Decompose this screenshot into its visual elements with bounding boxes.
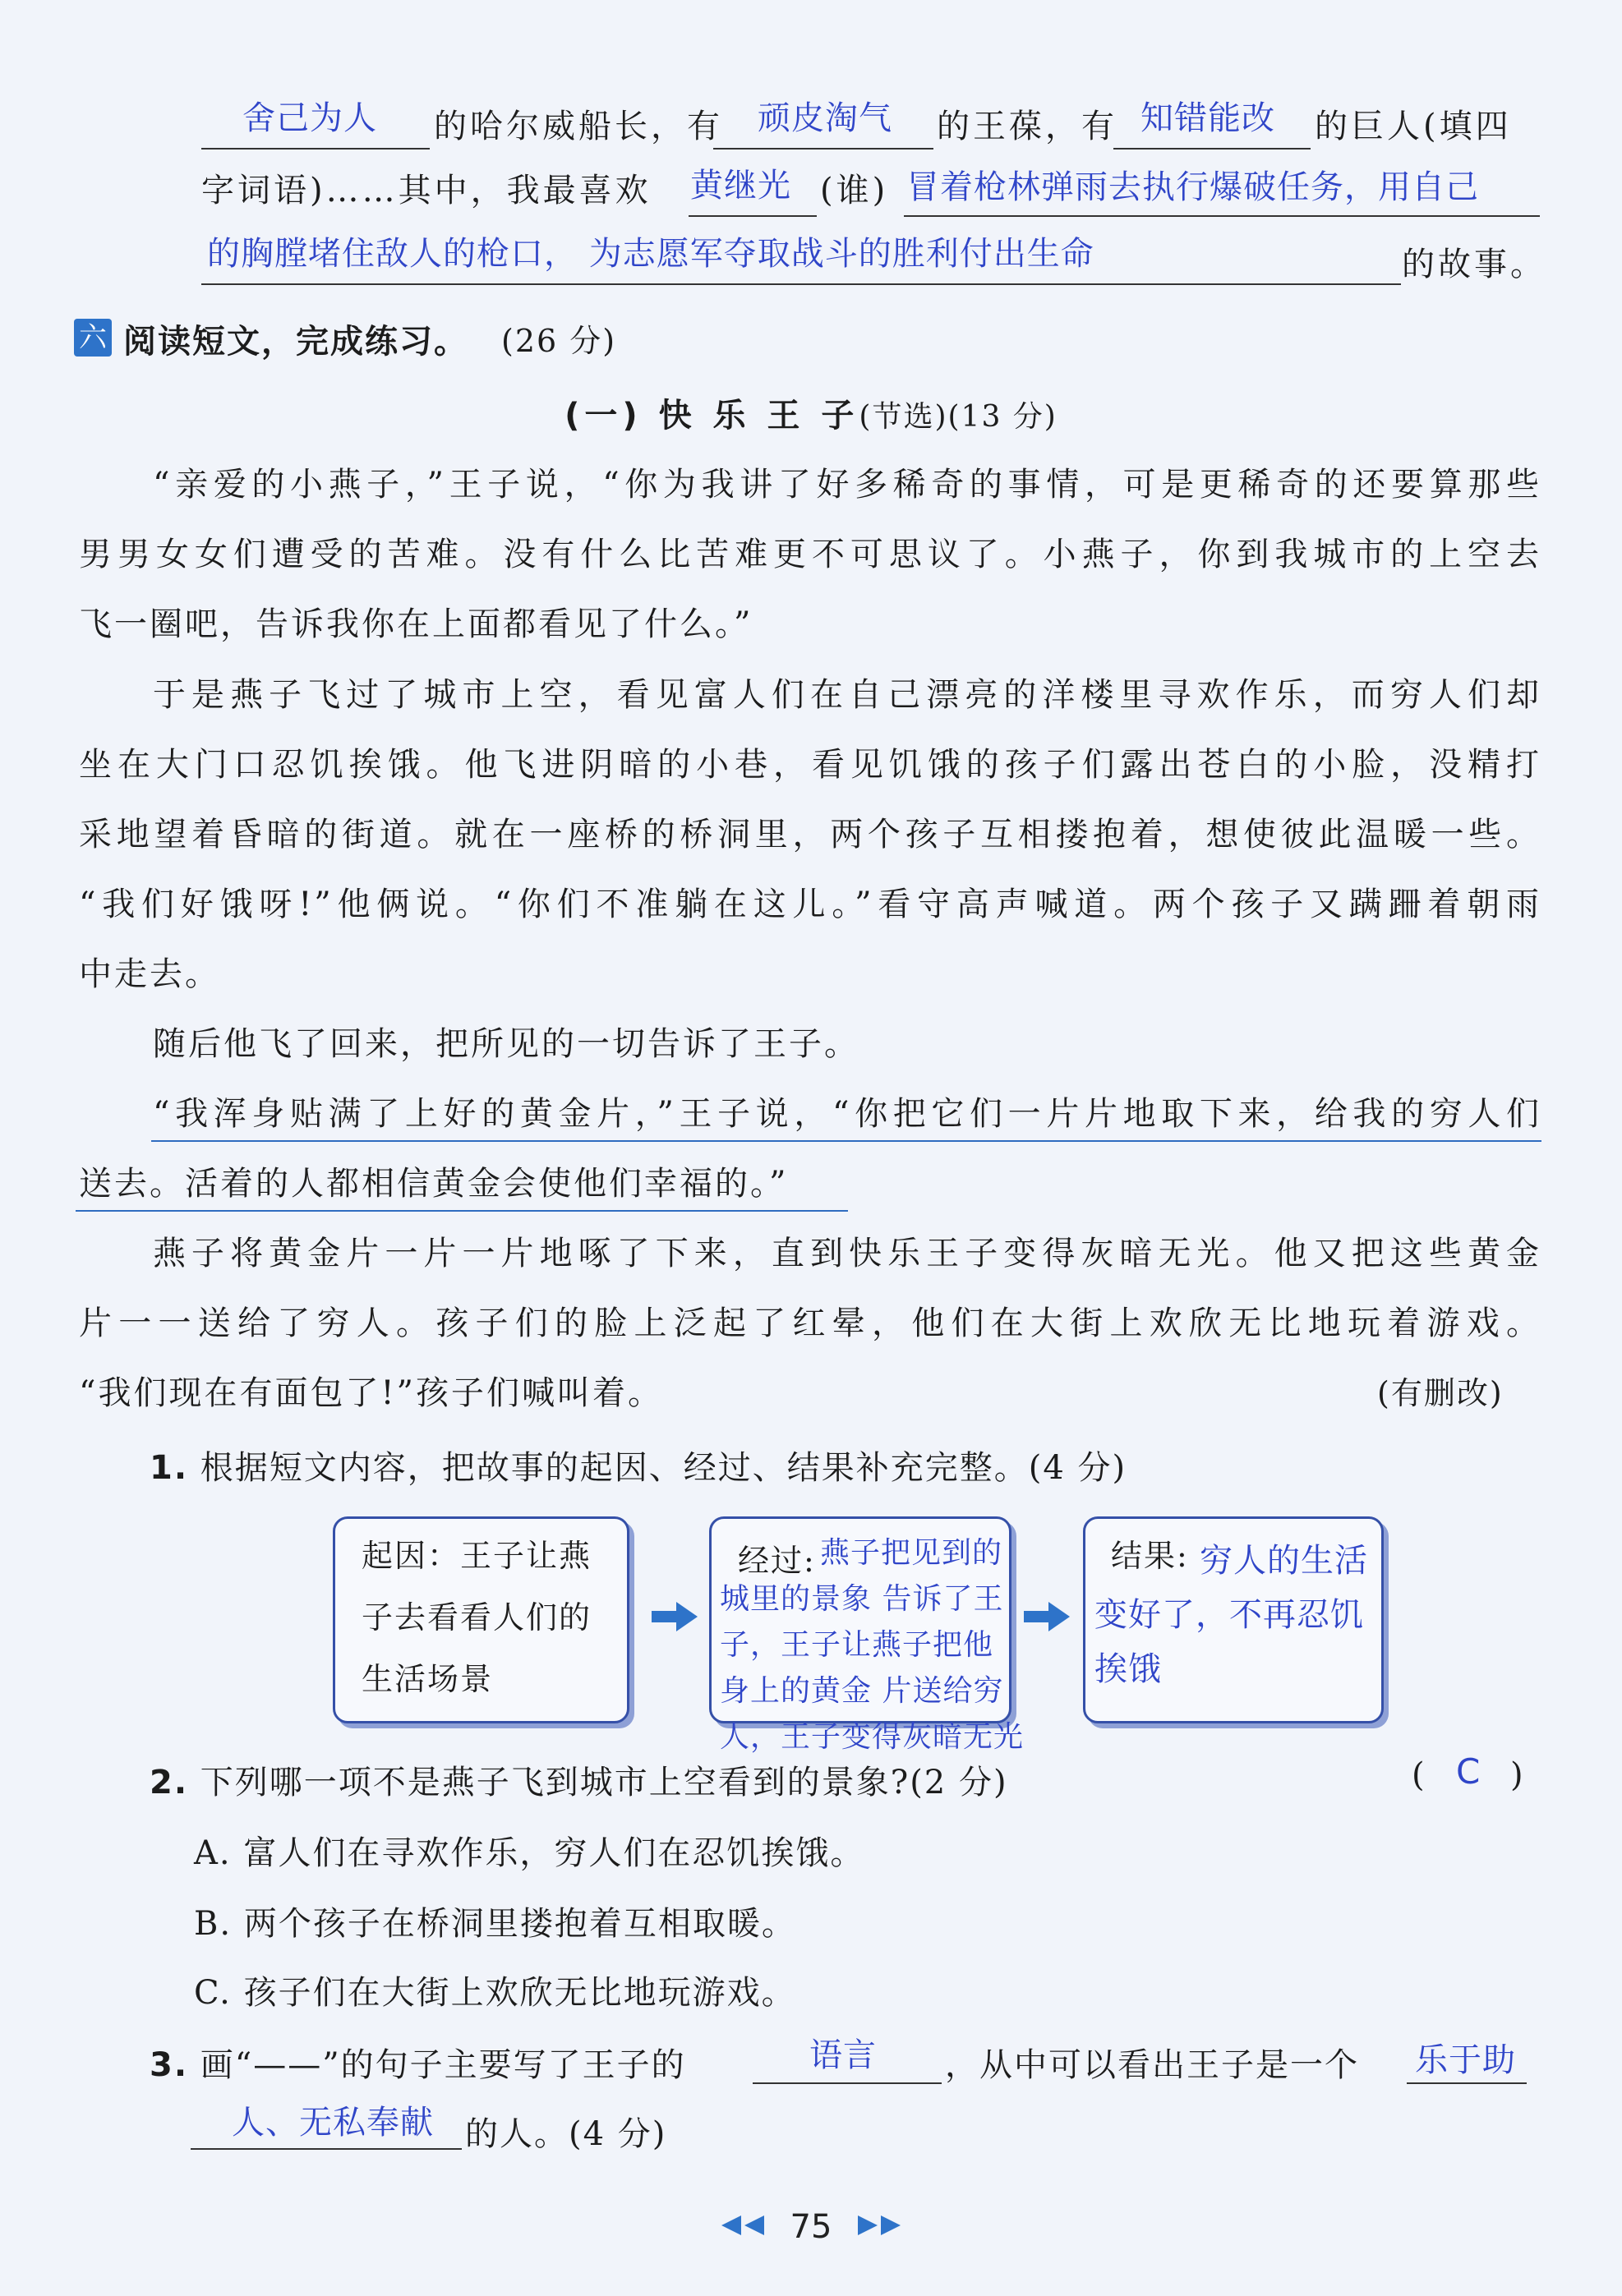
question-number: 2.	[150, 1764, 189, 1801]
handwritten-answer-3: 知错能改	[1140, 99, 1275, 137]
process-handwriting: 燕子把见到的	[820, 1536, 1003, 1570]
passage-line: 随后他飞了回来，把所见的一切告诉了王子。	[153, 1025, 859, 1063]
passage-line: 飞一圈吧，告诉我你在上面都看见了什么。”	[79, 605, 753, 643]
handwritten-answer-q3-3: 人、无私奉献	[232, 2104, 434, 2142]
section-title: 阅读短文，完成练习。	[123, 323, 468, 361]
fill-text: 的王葆，有	[937, 108, 1117, 145]
section-badge: 六	[74, 319, 112, 357]
passage-line-underlined: 送去。活着的人都相信黄金会使他们幸福的。”	[79, 1165, 789, 1203]
prev-arrow-icon	[721, 2213, 771, 2241]
handwritten-answer-q3-2: 乐于助	[1415, 2041, 1516, 2079]
option-c[interactable]: C. 孩子们在大街上欢欣无比地玩游戏。	[194, 1974, 796, 2012]
passage-line: 片一一送给了穷人。孩子们的脸上泛起了红晕，他们在大街上欢欣无比地玩着游戏。	[79, 1304, 1541, 1342]
fill-text: 的巨人(填四	[1315, 108, 1512, 145]
result-handwriting: 穷人的生活	[1200, 1542, 1368, 1580]
process-handwriting: 人，王子变得灰暗无光	[720, 1720, 1025, 1754]
passage-line: 采地望着昏暗的街道。就在一座桥的桥洞里，两个孩子互相搂抱着，想使彼此温暖一些。	[79, 816, 1541, 854]
process-handwriting: 子，王子让燕子把他	[720, 1628, 994, 1662]
question-text: 根据短文内容，把故事的起因、经过、结果补充完整。(4 分)	[200, 1449, 1127, 1487]
passage-line: “我们现在有面包了!”孩子们喊叫着。	[79, 1374, 663, 1412]
cause-line: 子去看看人们的	[362, 1599, 592, 1636]
question-3	[150, 2039, 686, 2086]
blank-6[interactable]	[201, 283, 1401, 285]
arrow-right-icon	[652, 1602, 698, 1631]
handwritten-answer-4: 黄继光	[690, 167, 791, 205]
passage-title-row	[0, 389, 1622, 436]
arrow-right-icon	[1024, 1602, 1070, 1631]
passage-line: 坐在大门口忍饥挨饿。他飞进阴暗的小巷，看见饥饿的孩子们露出苍白的小脸，没精打	[79, 746, 1541, 784]
result-label: 结果:	[1111, 1538, 1189, 1574]
section-score: (26 分)	[501, 323, 617, 359]
blank-q3-1[interactable]	[753, 2082, 942, 2084]
passage-line: “我们好饿呀!”他俩说。“你们不准躺在这儿。”看守高声喊道。两个孩子又蹒跚着朝雨	[79, 886, 1541, 923]
next-arrow-icon	[851, 2213, 901, 2241]
blank-3[interactable]	[1113, 148, 1311, 150]
fill-text: (谁)	[820, 172, 889, 209]
passage-line: 燕子将黄金片一片一片地啄了下来，直到快乐王子变得灰暗无光。他又把这些黄金	[153, 1235, 1541, 1272]
fill-text: 字词语)……其中，我最喜欢	[201, 172, 652, 209]
handwritten-answer-5a: 冒着枪林弹雨去执行爆破任务，用自己	[906, 168, 1479, 206]
page-number: 75	[790, 2208, 832, 2246]
handwritten-answer-5b: 的胸膛堵住敌人的枪口， 为志愿军夺取战斗的胜利付出生命	[207, 235, 1094, 273]
passage-title-note: (节选)(13 分)	[859, 400, 1058, 434]
passage-line: 于是燕子飞过了城市上空，看见富人们在自己漂亮的洋楼里寻欢作乐，而穷人们却	[153, 676, 1541, 714]
fill-text: 的哈尔威船长，有	[434, 108, 723, 145]
passage-source: (有删改)	[1377, 1375, 1504, 1411]
question-number: 3.	[150, 2046, 189, 2084]
option-a[interactable]: A. 富人们在寻欢作乐，穷人们在忍饥挨饿。	[194, 1834, 865, 1872]
answer-paren-open: (	[1412, 1756, 1425, 1794]
blank-4[interactable]	[689, 215, 817, 217]
sentence-underline	[151, 1140, 1541, 1142]
question-2	[150, 1756, 1008, 1803]
passage-line: 中走去。	[79, 955, 220, 993]
page-number-row	[0, 2208, 1622, 2246]
fill-text: 的故事。	[1402, 246, 1546, 283]
result-handwriting: 变好了，不再忍饥	[1094, 1596, 1364, 1634]
passage-line-underlined: “我浑身贴满了上好的黄金片，”王子说，“你把它们一片片地取下来，给我的穷人们	[153, 1095, 1541, 1133]
option-b[interactable]: B. 两个孩子在桥洞里搂抱着互相取暖。	[194, 1905, 796, 1943]
handwritten-answer-1: 舍己为人	[242, 99, 377, 137]
process-handwriting: 身上的黄金 片送给穷	[720, 1674, 1004, 1708]
blank-q3-2[interactable]	[1407, 2082, 1527, 2084]
answer-choice[interactable]: C	[1456, 1751, 1481, 1792]
blank-q3-3[interactable]	[191, 2148, 462, 2150]
question-text: 的人。(4 分)	[465, 2115, 667, 2153]
question-text: ，从中可以看出王子是一个	[945, 2046, 1359, 2084]
passage-title: (一) 快 乐 王 子	[564, 397, 859, 435]
question-number: 1.	[150, 1449, 189, 1487]
handwritten-answer-2: 顽皮淘气	[758, 99, 892, 137]
question-text: 画“——”的句子主要写了王子的	[200, 2046, 686, 2084]
blank-2[interactable]	[713, 148, 933, 150]
result-handwriting: 挨饿	[1094, 1650, 1162, 1688]
sentence-underline	[76, 1210, 848, 1212]
question-text: 下列哪一项不是燕子飞到城市上空看到的景象?(2 分)	[200, 1764, 1008, 1801]
passage-line: 男男女女们遭受的苦难。没有什么比苦难更不可思议了。小燕子，你到我城市的上空去	[79, 536, 1541, 573]
answer-paren-close: )	[1510, 1756, 1523, 1794]
question-1	[150, 1442, 1127, 1488]
process-handwriting: 城里的景象 告诉了王	[720, 1582, 1004, 1616]
blank-5[interactable]	[904, 215, 1540, 217]
cause-line: 起因：王子让燕	[362, 1538, 592, 1574]
passage-line: “亲爱的小燕子，”王子说，“你为我讲了好多稀奇的事情，可是更稀奇的还要算那些	[153, 466, 1541, 504]
blank-1[interactable]	[201, 148, 430, 150]
handwritten-answer-q3-1: 语言	[809, 2036, 877, 2074]
cause-line: 生活场景	[362, 1661, 494, 1697]
process-label: 经过:	[738, 1543, 816, 1579]
